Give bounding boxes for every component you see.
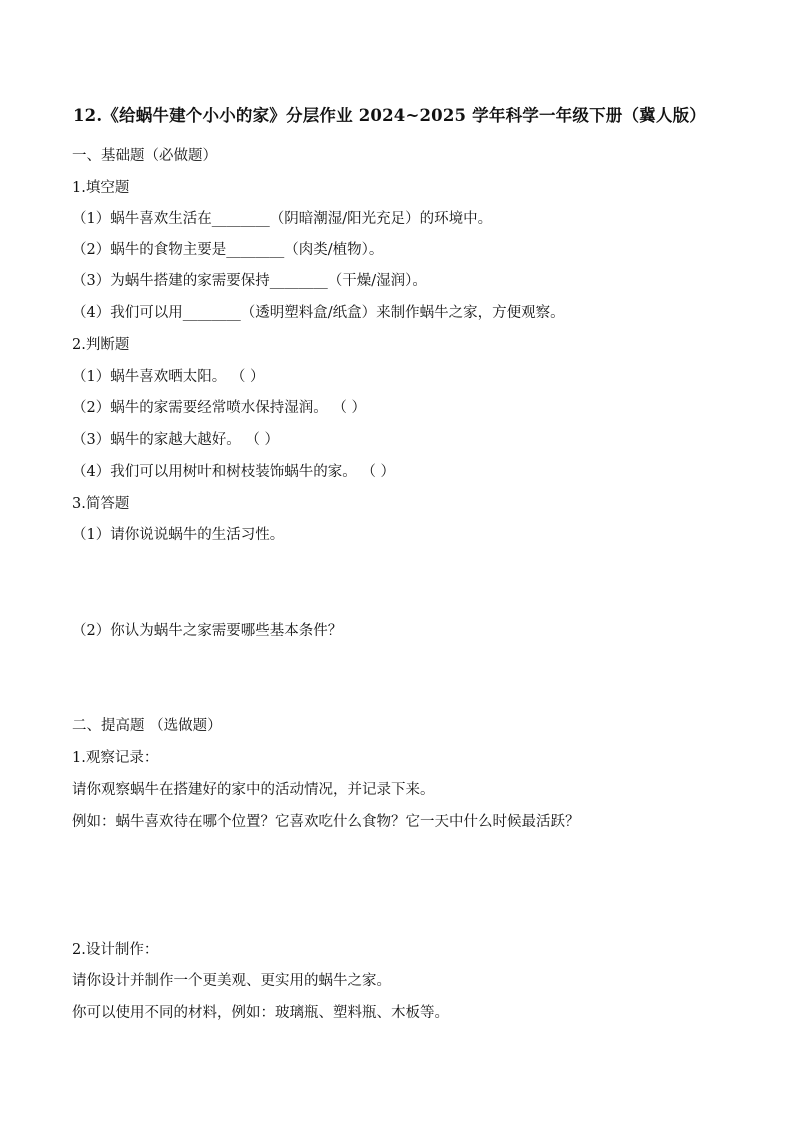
design-line-2: 你可以使用不同的材料，例如：玻璃瓶、塑料瓶、木板等。: [72, 1005, 449, 1021]
question-label-short-answer: 3.简答题: [72, 496, 130, 512]
question-label-design: 2.设计制作：: [72, 942, 159, 958]
fill-blank-item-4: （4）我们可以用________（透明塑料盒/纸盒）来制作蜗牛之家，方便观察。: [72, 305, 565, 321]
short-answer-item-1: （1）请你说说蜗牛的生活习性。: [72, 527, 285, 543]
true-false-item-1: （1）蜗牛喜欢晒太阳。 （ ）: [72, 369, 265, 385]
design-line-1: 请你设计并制作一个更美观、更实用的蜗牛之家。: [72, 973, 391, 989]
observation-line-1: 请你观察蜗牛在搭建好的家中的活动情况，并记录下来。: [72, 782, 435, 798]
true-false-item-3: （3）蜗牛的家越大越好。 （ ）: [72, 432, 279, 448]
section-heading-advanced: 二、提高题 （选做题）: [72, 718, 222, 734]
fill-blank-item-1: （1）蜗牛喜欢生活在________（阴暗潮湿/阳光充足）的环境中。: [72, 211, 493, 227]
fill-blank-item-3: （3）为蜗牛搭建的家需要保持________（干燥/湿润）。: [72, 273, 427, 289]
true-false-item-2: （2）蜗牛的家需要经常喷水保持湿润。 （ ）: [72, 400, 366, 416]
fill-blank-item-2: （2）蜗牛的食物主要是________（肉类/植物）。: [72, 242, 384, 258]
question-label-observation: 1.观察记录：: [72, 750, 159, 766]
true-false-item-4: （4）我们可以用树叶和树枝装饰蜗牛的家。 （ ）: [72, 464, 395, 480]
question-label-fill-blank: 1.填空题: [72, 180, 130, 196]
question-label-true-false: 2.判断题: [72, 337, 130, 353]
observation-line-2: 例如：蜗牛喜欢待在哪个位置？它喜欢吃什么食物？它一天中什么时候最活跃？: [72, 814, 580, 830]
short-answer-item-2: （2）你认为蜗牛之家需要哪些基本条件？: [72, 623, 343, 639]
section-heading-basic: 一、基础题（必做题）: [72, 148, 217, 164]
page-title: 12.《给蜗牛建个小小的家》分层作业 2024~2025 学年科学一年级下册（冀人版）: [73, 106, 706, 125]
